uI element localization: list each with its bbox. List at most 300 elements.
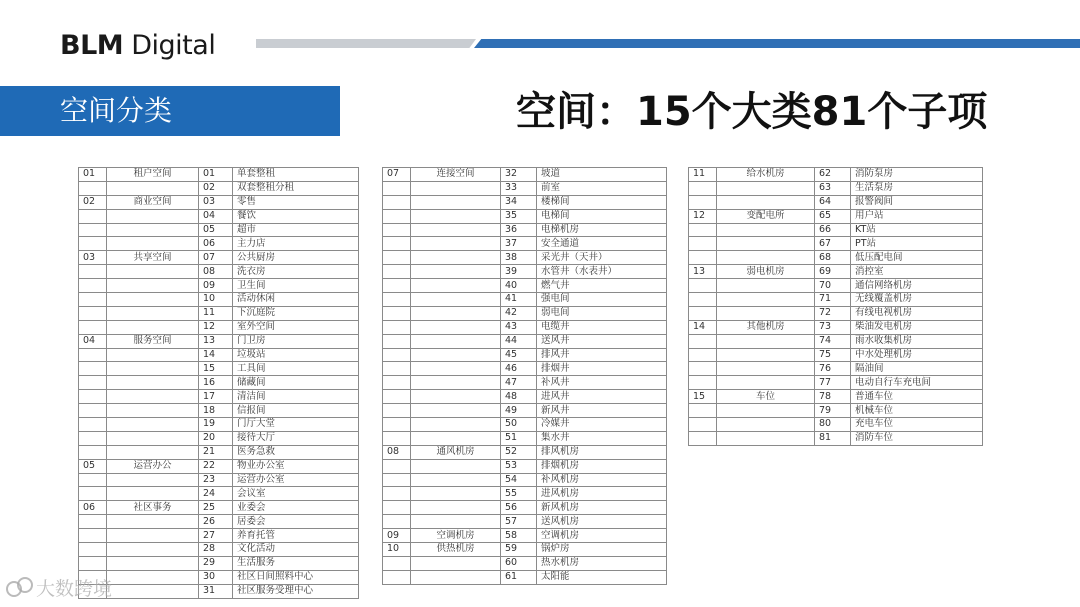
item-name-cell: 排风机房 bbox=[537, 445, 667, 459]
table-row bbox=[383, 501, 667, 515]
item-code-cell: 53 bbox=[501, 459, 537, 473]
category-code-cell bbox=[79, 237, 107, 251]
table-row bbox=[79, 473, 359, 487]
company-logo bbox=[60, 30, 215, 61]
table-row bbox=[79, 348, 359, 362]
category-table-2 bbox=[382, 167, 667, 585]
item-code-cell: 78 bbox=[815, 390, 851, 404]
category-code-cell bbox=[383, 404, 411, 418]
item-code-cell: 80 bbox=[815, 418, 851, 432]
item-code-cell: 13 bbox=[199, 334, 233, 348]
table-row bbox=[79, 487, 359, 501]
item-name-cell: 排烟机房 bbox=[537, 459, 667, 473]
category-code-cell bbox=[689, 334, 717, 348]
item-code-cell: 63 bbox=[815, 181, 851, 195]
category-code-cell bbox=[383, 265, 411, 279]
category-code-cell: 12 bbox=[689, 209, 717, 223]
category-code-cell: 01 bbox=[79, 168, 107, 182]
category-name-cell bbox=[717, 293, 815, 307]
item-name-cell: 消防车位 bbox=[851, 431, 983, 445]
item-code-cell: 57 bbox=[501, 515, 537, 529]
category-name-cell bbox=[411, 251, 501, 265]
category-code-cell bbox=[383, 251, 411, 265]
item-code-cell: 16 bbox=[199, 376, 233, 390]
table-row bbox=[689, 390, 983, 404]
category-name-cell bbox=[107, 237, 199, 251]
category-name-cell bbox=[717, 431, 815, 445]
item-code-cell: 47 bbox=[501, 376, 537, 390]
item-code-cell: 32 bbox=[501, 168, 537, 182]
category-code-cell bbox=[689, 195, 717, 209]
category-name-cell bbox=[107, 348, 199, 362]
table-row bbox=[383, 390, 667, 404]
item-name-cell: 门厅大堂 bbox=[233, 418, 359, 432]
category-name-cell: 其他机房 bbox=[717, 320, 815, 334]
category-code-cell: 03 bbox=[79, 251, 107, 265]
item-name-cell: 室外空间 bbox=[233, 320, 359, 334]
category-code-cell: 10 bbox=[383, 543, 411, 557]
table-row bbox=[383, 251, 667, 265]
item-code-cell: 33 bbox=[501, 181, 537, 195]
table-row bbox=[383, 181, 667, 195]
category-code-cell bbox=[689, 306, 717, 320]
table-row bbox=[79, 168, 359, 182]
item-name-cell: 中水处理机房 bbox=[851, 348, 983, 362]
table-row bbox=[689, 195, 983, 209]
table-row bbox=[383, 195, 667, 209]
item-name-cell: 新风井 bbox=[537, 404, 667, 418]
item-code-cell: 42 bbox=[501, 306, 537, 320]
table-row bbox=[79, 556, 359, 570]
category-code-cell bbox=[689, 293, 717, 307]
category-code-cell bbox=[383, 473, 411, 487]
table-row bbox=[79, 306, 359, 320]
item-name-cell: 楼梯间 bbox=[537, 195, 667, 209]
category-code-cell bbox=[383, 237, 411, 251]
table-row bbox=[383, 265, 667, 279]
item-name-cell: 会议室 bbox=[233, 487, 359, 501]
category-name-cell bbox=[107, 418, 199, 432]
table-row bbox=[383, 279, 667, 293]
category-code-cell bbox=[383, 487, 411, 501]
table-row bbox=[79, 404, 359, 418]
category-code-cell bbox=[79, 431, 107, 445]
category-name-cell bbox=[717, 279, 815, 293]
category-code-cell bbox=[79, 265, 107, 279]
category-code-cell bbox=[383, 362, 411, 376]
category-code-cell: 13 bbox=[689, 265, 717, 279]
category-name-cell bbox=[411, 418, 501, 432]
item-name-cell: 集水井 bbox=[537, 431, 667, 445]
category-name-cell bbox=[107, 362, 199, 376]
item-name-cell: 隔油间 bbox=[851, 362, 983, 376]
item-code-cell: 17 bbox=[199, 390, 233, 404]
category-name-cell bbox=[717, 362, 815, 376]
item-name-cell: 水管井（水表井） bbox=[537, 265, 667, 279]
watermark-text: 大数跨境 bbox=[36, 578, 113, 600]
category-name-cell bbox=[107, 279, 199, 293]
category-name-cell bbox=[411, 459, 501, 473]
table-row bbox=[79, 584, 359, 598]
table-row bbox=[383, 306, 667, 320]
category-code-cell: 02 bbox=[79, 195, 107, 209]
item-name-cell: 文化活动 bbox=[233, 543, 359, 557]
category-name-cell bbox=[107, 209, 199, 223]
category-name-cell: 租户空间 bbox=[107, 168, 199, 182]
table-row bbox=[383, 376, 667, 390]
item-code-cell: 10 bbox=[199, 293, 233, 307]
category-name-cell bbox=[717, 223, 815, 237]
item-name-cell: 居委会 bbox=[233, 515, 359, 529]
category-code-cell bbox=[689, 181, 717, 195]
category-code-cell bbox=[79, 404, 107, 418]
item-name-cell: 物业办公室 bbox=[233, 459, 359, 473]
item-name-cell: 信报间 bbox=[233, 404, 359, 418]
table-row bbox=[383, 515, 667, 529]
item-name-cell: 强电间 bbox=[537, 293, 667, 307]
item-code-cell: 09 bbox=[199, 279, 233, 293]
item-code-cell: 01 bbox=[199, 168, 233, 182]
category-name-cell bbox=[107, 487, 199, 501]
item-code-cell: 11 bbox=[199, 306, 233, 320]
table-row bbox=[79, 376, 359, 390]
category-name-cell bbox=[411, 237, 501, 251]
item-name-cell: 生活服务 bbox=[233, 556, 359, 570]
item-name-cell: 电动自行车充电间 bbox=[851, 376, 983, 390]
category-name-cell bbox=[107, 515, 199, 529]
item-name-cell: 超市 bbox=[233, 223, 359, 237]
table-row bbox=[689, 362, 983, 376]
category-name-cell bbox=[411, 265, 501, 279]
category-code-cell bbox=[689, 223, 717, 237]
category-name-cell bbox=[717, 181, 815, 195]
table-row bbox=[79, 515, 359, 529]
item-code-cell: 72 bbox=[815, 306, 851, 320]
item-name-cell: 采光井（天井） bbox=[537, 251, 667, 265]
table-row bbox=[79, 293, 359, 307]
item-code-cell: 36 bbox=[501, 223, 537, 237]
category-name-cell bbox=[717, 418, 815, 432]
item-name-cell: 活动休闲 bbox=[233, 293, 359, 307]
item-code-cell: 26 bbox=[199, 515, 233, 529]
category-code-cell bbox=[79, 543, 107, 557]
item-code-cell: 74 bbox=[815, 334, 851, 348]
category-name-cell bbox=[107, 570, 199, 584]
table-row bbox=[383, 543, 667, 557]
logo-bold-text: BLM bbox=[60, 30, 124, 61]
item-name-cell: 进风机房 bbox=[537, 487, 667, 501]
table-row bbox=[383, 209, 667, 223]
category-code-cell bbox=[689, 251, 717, 265]
item-code-cell: 44 bbox=[501, 334, 537, 348]
table-row bbox=[383, 473, 667, 487]
item-name-cell: 低压配电间 bbox=[851, 251, 983, 265]
table-row bbox=[689, 251, 983, 265]
item-code-cell: 03 bbox=[199, 195, 233, 209]
item-name-cell: 柴油发电机房 bbox=[851, 320, 983, 334]
item-name-cell: 报警阀间 bbox=[851, 195, 983, 209]
item-name-cell: 生活泵房 bbox=[851, 181, 983, 195]
table-row bbox=[383, 237, 667, 251]
category-code-cell bbox=[79, 529, 107, 543]
item-code-cell: 22 bbox=[199, 459, 233, 473]
item-code-cell: 21 bbox=[199, 445, 233, 459]
item-code-cell: 68 bbox=[815, 251, 851, 265]
table-row bbox=[689, 348, 983, 362]
category-code-cell: 14 bbox=[689, 320, 717, 334]
category-name-cell bbox=[411, 404, 501, 418]
category-name-cell bbox=[411, 209, 501, 223]
category-code-cell bbox=[79, 487, 107, 501]
item-name-cell: 充电车位 bbox=[851, 418, 983, 432]
table-row bbox=[383, 334, 667, 348]
table-row bbox=[689, 306, 983, 320]
item-code-cell: 66 bbox=[815, 223, 851, 237]
table-row bbox=[79, 251, 359, 265]
item-code-cell: 45 bbox=[501, 348, 537, 362]
category-code-cell bbox=[79, 306, 107, 320]
category-code-cell bbox=[79, 223, 107, 237]
category-code-cell: 08 bbox=[383, 445, 411, 459]
category-name-cell bbox=[411, 334, 501, 348]
item-name-cell: 锅炉房 bbox=[537, 543, 667, 557]
table-row bbox=[689, 431, 983, 445]
category-code-cell bbox=[383, 501, 411, 515]
table-row bbox=[383, 459, 667, 473]
category-name-cell: 商业空间 bbox=[107, 195, 199, 209]
category-name-cell bbox=[107, 265, 199, 279]
item-code-cell: 34 bbox=[501, 195, 537, 209]
category-name-cell: 空调机房 bbox=[411, 529, 501, 543]
item-code-cell: 60 bbox=[501, 556, 537, 570]
item-name-cell: 补风机房 bbox=[537, 473, 667, 487]
table-row bbox=[79, 265, 359, 279]
item-code-cell: 79 bbox=[815, 404, 851, 418]
item-name-cell: 送风井 bbox=[537, 334, 667, 348]
item-code-cell: 07 bbox=[199, 251, 233, 265]
category-code-cell bbox=[383, 418, 411, 432]
table-row bbox=[689, 237, 983, 251]
category-code-cell bbox=[383, 293, 411, 307]
item-name-cell: 普通车位 bbox=[851, 390, 983, 404]
table-row bbox=[79, 445, 359, 459]
item-code-cell: 40 bbox=[501, 279, 537, 293]
category-name-cell bbox=[717, 376, 815, 390]
category-name-cell bbox=[411, 515, 501, 529]
category-name-cell: 共享空间 bbox=[107, 251, 199, 265]
category-code-cell bbox=[383, 431, 411, 445]
item-code-cell: 27 bbox=[199, 529, 233, 543]
category-name-cell: 变配电所 bbox=[717, 209, 815, 223]
category-name-cell bbox=[107, 223, 199, 237]
item-code-cell: 48 bbox=[501, 390, 537, 404]
item-code-cell: 19 bbox=[199, 418, 233, 432]
item-name-cell: 垃圾站 bbox=[233, 348, 359, 362]
table-row bbox=[689, 279, 983, 293]
table-row bbox=[79, 543, 359, 557]
category-name-cell bbox=[411, 570, 501, 584]
category-code-cell bbox=[689, 418, 717, 432]
item-name-cell: 用户站 bbox=[851, 209, 983, 223]
category-name-cell bbox=[107, 293, 199, 307]
category-code-cell bbox=[79, 445, 107, 459]
category-name-cell: 弱电机房 bbox=[717, 265, 815, 279]
table-row bbox=[689, 404, 983, 418]
table-row bbox=[383, 404, 667, 418]
table-row bbox=[79, 418, 359, 432]
item-code-cell: 75 bbox=[815, 348, 851, 362]
item-name-cell: 接待大厅 bbox=[233, 431, 359, 445]
item-code-cell: 50 bbox=[501, 418, 537, 432]
item-code-cell: 15 bbox=[199, 362, 233, 376]
item-code-cell: 81 bbox=[815, 431, 851, 445]
item-code-cell: 20 bbox=[199, 431, 233, 445]
item-name-cell: 储藏间 bbox=[233, 376, 359, 390]
category-name-cell bbox=[107, 445, 199, 459]
item-code-cell: 02 bbox=[199, 181, 233, 195]
category-code-cell bbox=[79, 348, 107, 362]
item-code-cell: 59 bbox=[501, 543, 537, 557]
item-code-cell: 51 bbox=[501, 431, 537, 445]
table-row bbox=[689, 418, 983, 432]
item-name-cell: 有线电视机房 bbox=[851, 306, 983, 320]
category-name-cell bbox=[107, 390, 199, 404]
item-code-cell: 18 bbox=[199, 404, 233, 418]
table-row bbox=[79, 237, 359, 251]
category-code-cell: 09 bbox=[383, 529, 411, 543]
category-name-cell bbox=[411, 293, 501, 307]
item-code-cell: 55 bbox=[501, 487, 537, 501]
category-code-cell: 05 bbox=[79, 459, 107, 473]
item-code-cell: 37 bbox=[501, 237, 537, 251]
item-name-cell: 双套整租分租 bbox=[233, 181, 359, 195]
category-name-cell bbox=[107, 404, 199, 418]
category-name-cell bbox=[107, 431, 199, 445]
category-name-cell bbox=[107, 473, 199, 487]
item-name-cell: 弱电间 bbox=[537, 306, 667, 320]
category-code-cell bbox=[79, 320, 107, 334]
item-name-cell: 热水机房 bbox=[537, 556, 667, 570]
category-name-cell bbox=[411, 473, 501, 487]
item-code-cell: 56 bbox=[501, 501, 537, 515]
category-name-cell: 连接空间 bbox=[411, 168, 501, 182]
table-row bbox=[79, 195, 359, 209]
table-row bbox=[383, 445, 667, 459]
table-row bbox=[383, 529, 667, 543]
category-name-cell bbox=[411, 362, 501, 376]
category-name-cell bbox=[411, 348, 501, 362]
item-name-cell: 主力店 bbox=[233, 237, 359, 251]
table-row bbox=[79, 570, 359, 584]
table-row bbox=[383, 431, 667, 445]
category-code-cell bbox=[383, 320, 411, 334]
category-code-cell: 15 bbox=[689, 390, 717, 404]
table-row bbox=[383, 362, 667, 376]
header-decor-bar-blue bbox=[474, 39, 1080, 48]
item-name-cell: 电梯机房 bbox=[537, 223, 667, 237]
item-code-cell: 12 bbox=[199, 320, 233, 334]
item-name-cell: 运营办公室 bbox=[233, 473, 359, 487]
category-name-cell bbox=[411, 431, 501, 445]
item-name-cell: 下沉庭院 bbox=[233, 306, 359, 320]
section-title: 空间分类 bbox=[0, 86, 340, 136]
item-name-cell: 进风井 bbox=[537, 390, 667, 404]
table-row bbox=[79, 209, 359, 223]
item-name-cell: 消防泵房 bbox=[851, 168, 983, 182]
item-code-cell: 65 bbox=[815, 209, 851, 223]
table-row bbox=[689, 334, 983, 348]
item-code-cell: 54 bbox=[501, 473, 537, 487]
item-code-cell: 39 bbox=[501, 265, 537, 279]
item-name-cell: 燃气井 bbox=[537, 279, 667, 293]
category-name-cell bbox=[411, 306, 501, 320]
item-code-cell: 31 bbox=[199, 584, 233, 598]
category-name-cell bbox=[717, 404, 815, 418]
watermark bbox=[6, 574, 112, 601]
item-code-cell: 46 bbox=[501, 362, 537, 376]
category-name-cell bbox=[411, 390, 501, 404]
category-code-cell bbox=[79, 418, 107, 432]
category-name-cell bbox=[717, 348, 815, 362]
category-name-cell: 服务空间 bbox=[107, 334, 199, 348]
table-row bbox=[79, 459, 359, 473]
category-code-cell bbox=[79, 362, 107, 376]
category-name-cell bbox=[411, 487, 501, 501]
table-row bbox=[689, 293, 983, 307]
table-row bbox=[383, 487, 667, 501]
table-row bbox=[383, 223, 667, 237]
item-code-cell: 38 bbox=[501, 251, 537, 265]
item-name-cell: 坡道 bbox=[537, 168, 667, 182]
category-code-cell bbox=[383, 570, 411, 584]
item-name-cell: 雨水收集机房 bbox=[851, 334, 983, 348]
category-name-cell bbox=[411, 556, 501, 570]
category-name-cell bbox=[107, 543, 199, 557]
item-name-cell: PT站 bbox=[851, 237, 983, 251]
table-row bbox=[383, 168, 667, 182]
item-code-cell: 61 bbox=[501, 570, 537, 584]
item-code-cell: 25 bbox=[199, 501, 233, 515]
item-code-cell: 41 bbox=[501, 293, 537, 307]
category-code-cell: 07 bbox=[383, 168, 411, 182]
item-name-cell: 零售 bbox=[233, 195, 359, 209]
category-name-cell bbox=[411, 223, 501, 237]
category-code-cell bbox=[689, 362, 717, 376]
category-name-cell: 车位 bbox=[717, 390, 815, 404]
category-name-cell bbox=[411, 501, 501, 515]
category-code-cell bbox=[79, 515, 107, 529]
category-code-cell bbox=[689, 404, 717, 418]
category-name-cell bbox=[107, 181, 199, 195]
category-name-cell bbox=[107, 529, 199, 543]
item-code-cell: 49 bbox=[501, 404, 537, 418]
item-name-cell: 排风井 bbox=[537, 348, 667, 362]
item-code-cell: 77 bbox=[815, 376, 851, 390]
category-code-cell: 04 bbox=[79, 334, 107, 348]
category-code-cell bbox=[689, 376, 717, 390]
item-code-cell: 69 bbox=[815, 265, 851, 279]
item-name-cell: 电缆井 bbox=[537, 320, 667, 334]
category-table-1 bbox=[78, 167, 359, 599]
item-name-cell: KT站 bbox=[851, 223, 983, 237]
category-code-cell bbox=[79, 293, 107, 307]
table-row bbox=[689, 320, 983, 334]
item-name-cell: 单套整租 bbox=[233, 168, 359, 182]
category-code-cell bbox=[689, 279, 717, 293]
category-code-cell bbox=[689, 237, 717, 251]
category-name-cell bbox=[717, 237, 815, 251]
category-name-cell bbox=[107, 584, 199, 598]
